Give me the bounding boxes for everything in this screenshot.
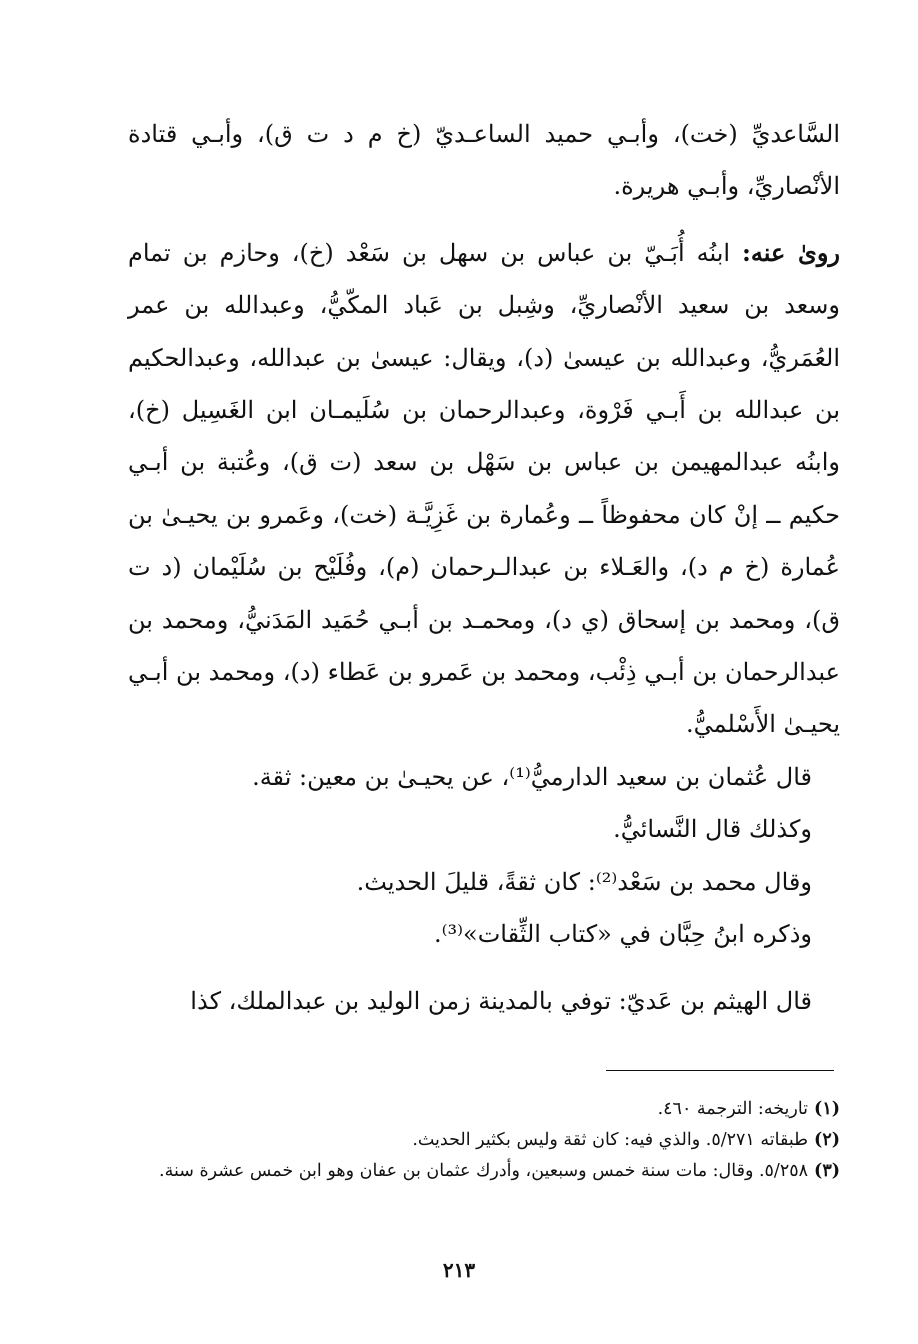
footnote-3 [128, 1156, 840, 1187]
section-lead: روىٰ عنه: [742, 237, 841, 267]
footnote-number: (١) [814, 1099, 840, 1119]
paragraph-narrated-by [128, 227, 840, 751]
paragraph-ibn-hibban: وذكره ابنُ حِبَّان في «كتاب الثِّقات»⁽³⁾. [433, 920, 812, 949]
footnote-number: (٢) [814, 1130, 840, 1150]
footnote-text: تاريخه: الترجمة ٤٦٠. [657, 1099, 809, 1119]
footnotes [128, 1094, 840, 1187]
paragraph-narrators-from: السَّاعديِّ (خت)، وأبـي حميد الساعـديّ (خ م د ت ق)، وأبـي قتادة الأنْصاريِّ، وأبـي هريرة. [128, 120, 840, 201]
paragraph-darimi: قال عُثمان بن سعيد الدارميُّ⁽¹⁾، عن يحيـىٰ بن معين: ثقة. [252, 762, 812, 791]
paragraph-ibn-sad: وقال محمد بن سَعْد⁽²⁾: كان ثقةً، قليلَ الحديث. [356, 867, 812, 896]
paragraph-nasai: وكذلك قال النَّسائيُّ. [613, 815, 812, 844]
page-number: ٢١٣ [442, 1258, 476, 1282]
main-text [128, 108, 840, 1027]
footnote-2 [128, 1125, 840, 1156]
footnote-text: ٥/٢٥٨. وقال: مات سنة خمس وسبعين، وأدرك عثمان بن عفان وهو ابن خمس عشرة سنة. [159, 1161, 809, 1181]
footnote-text: طبقاته ٥/٢٧١. والذي فيه: كان ثقة وليس بكثير الحديث. [412, 1130, 809, 1150]
footnote-1 [128, 1094, 840, 1125]
paragraph-haytham: قال الهيثم بن عَديّ: توفي بالمدينة زمن الوليد بن عبدالملك، كذا [190, 986, 812, 1015]
narrated-by-text: ابنُه أُبَـيّ بن عباس بن سهل بن سَعْد (خ)، وحازم بن تمام وسعد بن سعيد الأنْصاريِّ، وشِبل بن عَباد المكّيُّ، وعبدالله بن عمر العُمَريُّ، وعبدالله بن عيسىٰ (د)، ويقال: عيسىٰ بن عبدالله، وعبدالحكيم بن عبدالله بن أَبـي فَرْوة، وعبدالرحمان بن سُلَيمـان ابن الغَسِيل (خ)، وابنُه عبدالمهيمن بن عباس بن سَهْل بن سعد (ت ق)، وعُتبة بن أبـي حكيم ــ إنْ كان محفوظاً ــ وعُمارة بن غَزِيَّـة (خت)، وعَمرو بن يحيـىٰ بن عُمارة (خ م د)، والعَـلاء بن عبدالـرحمان (م)، وفُلَيْح بن سُلَيْمان (د ت ق)، ومحمد بن إسحاق (ي د)، ومحمـد بن أبـي حُمَيد المَدَنيُّ، ومحمد بن عبدالرحمان بن أبـي ذِئْب، ومحمد بن عَمرو بن عَطاء (د)، ومحمد بن أبـي يحيـىٰ الأَسْلميُّ. [128, 238, 840, 739]
footnote-divider [606, 1070, 834, 1071]
footnote-number: (٣) [814, 1161, 840, 1181]
